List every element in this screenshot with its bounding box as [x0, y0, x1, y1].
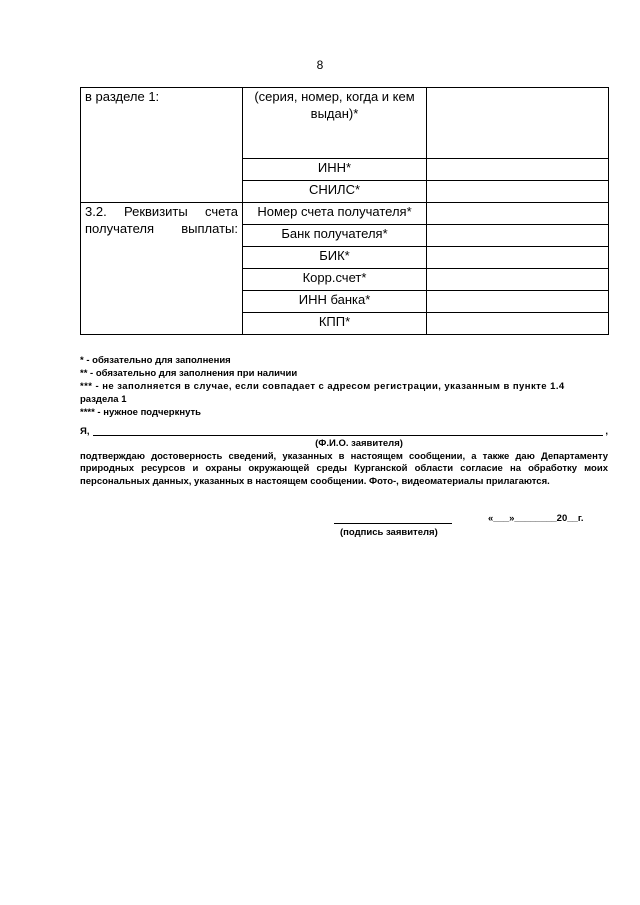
- passport-value-cell[interactable]: [427, 88, 609, 159]
- kpp-value-cell[interactable]: [427, 313, 609, 335]
- fio-caption: (Ф.И.О. заявителя): [315, 438, 403, 449]
- bank-label: Банк получателя*: [243, 225, 427, 247]
- kpp-label: КПП*: [243, 313, 427, 335]
- fio-line: [80, 425, 608, 438]
- signature-line[interactable]: [334, 523, 452, 524]
- declaration-suffix: ,: [605, 425, 608, 437]
- bik-label: БИК*: [243, 247, 427, 269]
- inn-label: ИНН*: [243, 159, 427, 181]
- corr-account-label: Корр.счет*: [243, 269, 427, 291]
- bank-value-cell[interactable]: [427, 225, 609, 247]
- section-3-2-label: 3.2. Реквизиты счета получателя выплаты:: [81, 203, 243, 335]
- bank-inn-value-cell[interactable]: [427, 291, 609, 313]
- inn-value-cell[interactable]: [427, 159, 609, 181]
- footnotes: [80, 354, 608, 419]
- bik-value-cell[interactable]: [427, 247, 609, 269]
- section-1-label: в разделе 1:: [81, 88, 243, 203]
- declaration-text: подтверждаю достоверность сведений, указанных в настоящем сообщении, а также даю Департаменту природных ресурсов и охраны окружающей среды Курганской области согласие на обработку моих персональных данных, указанных в настоящем сообщении. Фото-, видеоматериалы прилагаются.: [80, 450, 608, 487]
- footnote-address: *** - не заполняется в случае, если совпадает с адресом регистрации, указанным в пункте 1.4: [80, 381, 565, 392]
- recipient-details-table: [80, 87, 609, 335]
- date-field[interactable]: «___»________20__г.: [488, 513, 584, 524]
- declaration-prefix: Я,: [80, 425, 90, 437]
- declaration-block: [80, 425, 608, 488]
- passport-label: (серия, номер, когда и кем выдан)*: [243, 88, 427, 159]
- account-number-label: Номер счета получателя*: [243, 203, 427, 225]
- snils-label: СНИЛС*: [243, 181, 427, 203]
- account-number-value-cell[interactable]: [427, 203, 609, 225]
- corr-account-value-cell[interactable]: [427, 269, 609, 291]
- bank-inn-label: ИНН банка*: [243, 291, 427, 313]
- footnote-required: * - обязательно для заполнения: [80, 355, 231, 366]
- signature-caption: (подпись заявителя): [340, 527, 438, 538]
- footnote-if-available: ** - обязательно для заполнения при наличии: [80, 368, 298, 379]
- fio-input-line[interactable]: [93, 425, 603, 436]
- page-number: 8: [316, 58, 324, 72]
- footnote-address-section: раздела 1: [80, 394, 127, 405]
- snils-value-cell[interactable]: [427, 181, 609, 203]
- footnote-underline: **** - нужное подчеркнуть: [80, 407, 201, 418]
